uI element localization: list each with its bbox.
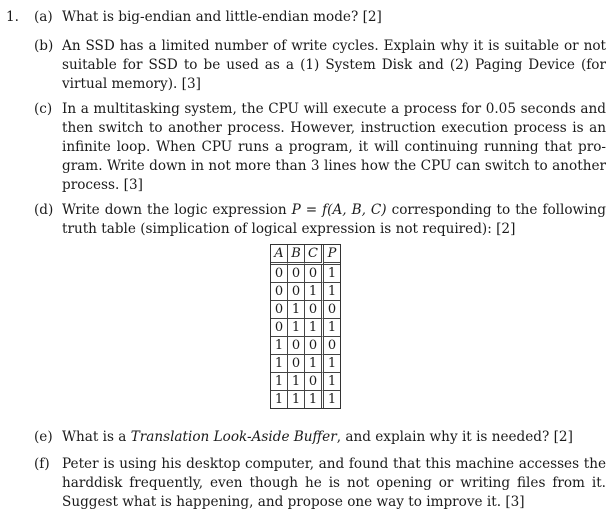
table-row: [271, 265, 340, 283]
table-cell: 1: [327, 392, 337, 407]
table-cell: 1: [324, 265, 340, 283]
question-number: 1.: [6, 9, 19, 25]
part-b-label: (b): [34, 38, 54, 54]
part-e-post: , and explain why it is needed? [2]: [336, 429, 573, 445]
part-c-text: [62, 100, 606, 195]
table-row: [271, 319, 340, 337]
part-c-line: then switch to another process. However, instruction execution process is an: [62, 120, 606, 136]
table-row: [271, 373, 340, 391]
part-f-line: Suggest what is happening, and propose one way to improve it. [3]: [62, 494, 525, 510]
part-e-text: [62, 428, 606, 447]
table-cell: 0: [324, 337, 340, 355]
truth-table-header-row: [271, 245, 340, 265]
tlb-term: Translation Look-Aside Buffer: [130, 429, 337, 445]
part-a-text: [62, 8, 606, 27]
part-f-line: harddisk frequently, even though he is not opening or writing files from it.: [62, 475, 606, 491]
table-cell: 0: [305, 373, 324, 391]
header-cell-a: A: [271, 245, 288, 265]
part-e-pre: What is a: [62, 429, 131, 445]
part-d-line-2: truth table (simplication of logical expression is not required): [2]: [62, 221, 516, 237]
table-cell: 0: [288, 283, 305, 301]
part-d-text: [62, 201, 606, 239]
table-cell: 0: [288, 355, 305, 373]
part-d-post: corresponding to the following: [386, 202, 606, 218]
part-c-label: (c): [34, 101, 53, 117]
truth-table: [270, 244, 341, 409]
part-c-line: process. [3]: [62, 177, 143, 193]
table-cell: 1: [305, 355, 324, 373]
part-b-text: [62, 37, 606, 94]
table-cell: 1: [288, 319, 305, 337]
part-b: [34, 37, 606, 94]
table-cell: 1: [288, 373, 305, 391]
table-cell: 0: [324, 301, 340, 319]
table-cell: 1: [288, 301, 305, 319]
table-row: [271, 355, 340, 373]
part-d-label: (d): [34, 202, 54, 218]
table-cell: 0: [271, 319, 288, 337]
part-e-label: (e): [34, 429, 53, 445]
part-b-line: An SSD has a limited number of write cycles. Explain why it is suitable or not: [62, 38, 606, 54]
part-f: [34, 455, 606, 512]
table-row: [271, 337, 340, 355]
table-cell: 1: [271, 337, 288, 355]
header-cell-p: P: [324, 245, 340, 265]
part-b-line: suitable for SSD to be used as a (1) System Disk and (2) Paging Device (for: [62, 57, 606, 73]
table-cell: 1: [324, 373, 340, 391]
table-cell: 1: [271, 391, 288, 408]
part-f-label: (f): [34, 456, 50, 472]
part-d-pre: Write down the logic expression: [62, 202, 292, 218]
table-cell: 1: [305, 391, 324, 408]
table-cell: 0: [305, 337, 324, 355]
part-c-line: infinite loop. When CPU runs a program, it will continuing running that pro-: [62, 139, 606, 155]
table-cell: 1: [324, 355, 340, 373]
part-a: [34, 8, 606, 27]
header-cell-c: C: [305, 245, 324, 265]
header-cell-b: B: [288, 245, 305, 265]
table-cell: 0: [271, 301, 288, 319]
table-cell: 1: [324, 283, 340, 301]
part-a-line: What is big-endian and little-endian mode? [2]: [62, 9, 382, 25]
table-cell: 0: [305, 265, 324, 283]
part-c-line: gram. Write down in not more than 3 lines how the CPU can switch to another: [62, 158, 606, 174]
table-row: [271, 301, 340, 319]
part-e: [34, 428, 606, 447]
table-cell: 1: [305, 283, 324, 301]
part-a-label: (a): [34, 9, 53, 25]
table-cell: 1: [288, 391, 305, 408]
table-cell: 0: [271, 283, 288, 301]
table-cell: 0: [271, 265, 288, 283]
table-cell: 1: [324, 319, 340, 337]
part-d: [34, 201, 606, 239]
table-cell: 0: [288, 337, 305, 355]
part-d-line-1: [62, 201, 606, 220]
part-c: [34, 100, 606, 195]
part-f-line: Peter is using his desktop computer, and found that this machine accesses the: [62, 456, 606, 472]
table-cell: 1: [271, 373, 288, 391]
part-b-line: virtual memory). [3]: [62, 76, 201, 92]
part-f-text: [62, 455, 606, 512]
part-c-line: In a multitasking system, the CPU will execute a process for 0.05 seconds and: [62, 101, 606, 117]
table-row: [271, 283, 340, 301]
part-e-line: [62, 428, 606, 447]
table-cell: 1: [305, 319, 324, 337]
table-cell: 0: [305, 301, 324, 319]
table-row: [271, 391, 340, 408]
table-cell: 1: [271, 355, 288, 373]
table-cell: 0: [288, 265, 305, 283]
logic-expression: P = f(A, B, C): [291, 202, 387, 218]
